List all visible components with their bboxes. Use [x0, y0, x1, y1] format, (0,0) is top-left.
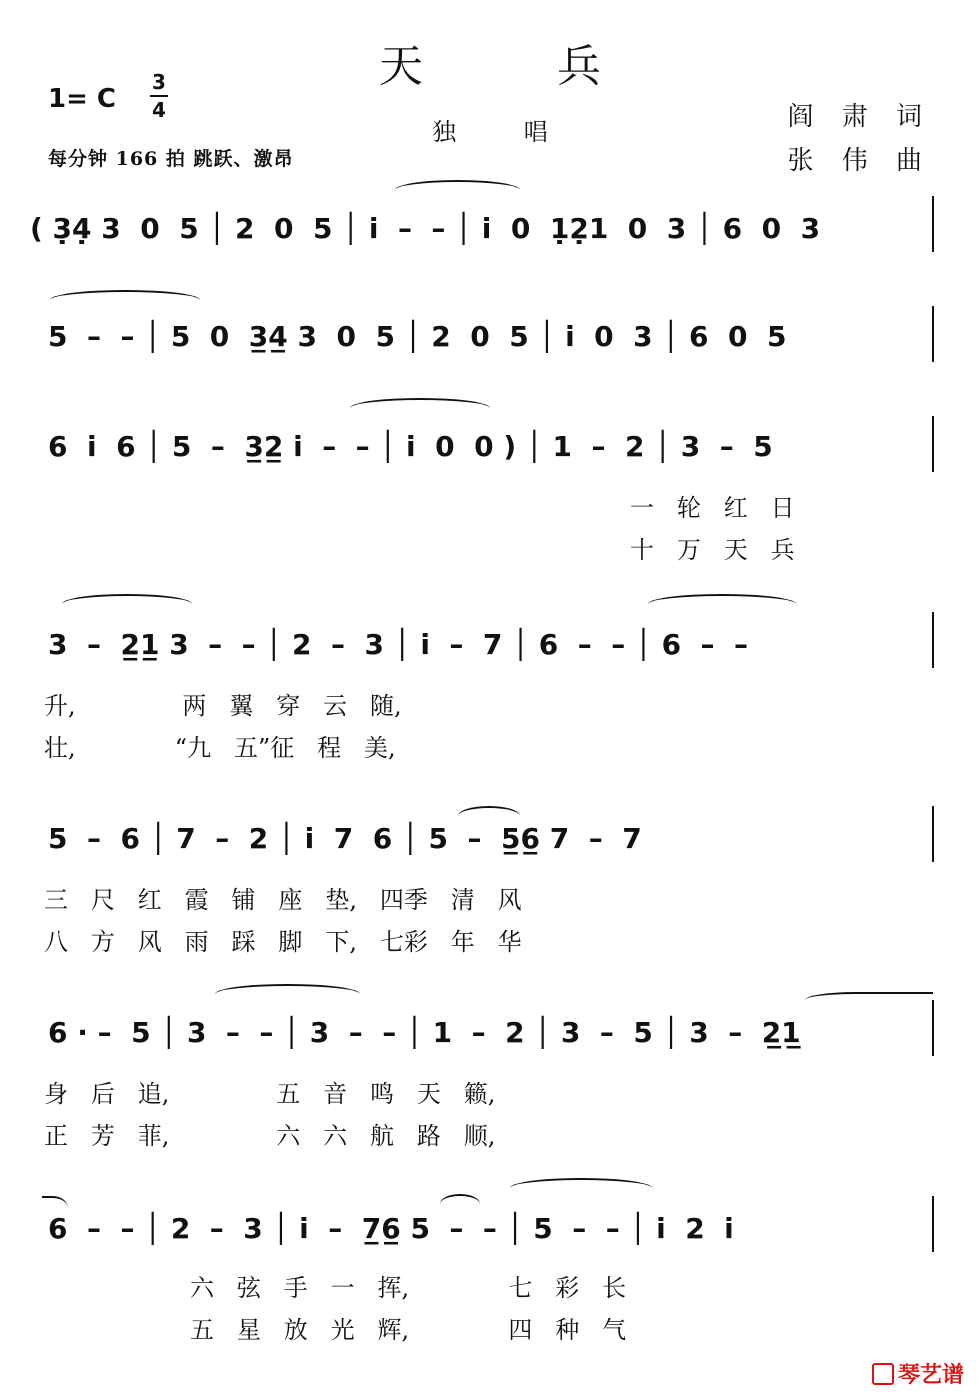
slur — [648, 594, 796, 614]
slur — [42, 1196, 68, 1216]
barline — [932, 612, 934, 668]
slur — [50, 290, 200, 310]
lyrics-verse-1: 升, 两 翼 穿 云 随, — [44, 692, 402, 720]
slur — [215, 984, 360, 1004]
performance-mode: 独 唱 — [432, 118, 578, 146]
lyrics-verse-1: 一 轮 红 日 — [630, 494, 795, 522]
slur — [805, 992, 933, 1012]
logo-icon — [872, 1363, 894, 1385]
composer-credit: 张 伟 曲 — [787, 146, 932, 176]
notation-system-4: 3 – 2̲1̲ 3 – – │ 2 – 3 │ i – 7 │ 6 – – │ 6 – – — [48, 628, 749, 661]
slur — [395, 180, 520, 200]
meter-bottom: 4 — [152, 98, 166, 122]
lyrics-verse-1: 六 弦 手 一 挥, 七 彩 长 — [190, 1274, 627, 1302]
lyrics-verse-2: 十 万 天 兵 — [630, 536, 795, 564]
lyricist-credit: 阎 肃 词 — [787, 102, 932, 132]
barline — [932, 1196, 934, 1252]
site-watermark — [872, 1358, 964, 1389]
lyrics-verse-1: 三 尺 红 霞 铺 座 垫, 四季 清 风 — [44, 886, 522, 914]
notation-system-3: 6 i 6 │ 5 – 3̲2̲ i – – │ i 0 0 ) │ 1 – 2 │ 3 – 5 — [48, 430, 773, 463]
lyrics-verse-1: 身 后 追, 五 音 鸣 天 籁, — [44, 1080, 496, 1108]
slur — [510, 1178, 652, 1198]
lyrics-verse-2: 壮, “九 五”征 程 美, — [44, 734, 396, 762]
barline — [932, 1000, 934, 1056]
slur — [62, 594, 192, 614]
lyrics-verse-2: 八 方 风 雨 踩 脚 下, 七彩 年 华 — [44, 928, 522, 956]
slur — [458, 806, 520, 826]
lyrics-verse-2: 正 芳 菲, 六 六 航 路 顺, — [44, 1122, 496, 1150]
watermark-text: 琴艺谱 — [897, 1363, 964, 1388]
key-signature: 1= C — [48, 84, 117, 114]
notation-system-2: 5 – – │ 5 0 3̲4̲ 3 0 5 │ 2 0 5 │ i 0 3 │ 6 0 5 — [48, 320, 787, 353]
notation-system-5: 5 – 6 │ 7 – 2 │ i 7 6 │ 5 – 5̲6̲ 7 – 7 — [48, 822, 642, 855]
slur — [350, 398, 490, 418]
barline — [932, 416, 934, 472]
barline — [932, 306, 934, 362]
barline — [932, 806, 934, 862]
slur — [440, 1194, 480, 1214]
page-title: 天 兵 — [379, 41, 661, 92]
lyrics-verse-2: 五 星 放 光 辉, 四 种 气 — [190, 1316, 627, 1344]
notation-system-7: 6 – – │ 2 – 3 │ i – 7̲6̲ 5 – – │ 5 – – │ i 2 i — [48, 1212, 734, 1245]
meter-top: 3 — [152, 70, 166, 94]
notation-system-1: ( 3̣4̣ 3 0 5 │ 2 0 5 │ i – – │ i 0 1̣2̣1 0 3 │ 6 0 3 — [30, 212, 821, 245]
barline — [932, 196, 934, 252]
tempo-marking: 每分钟 166 拍 跳跃、激昂 — [48, 148, 294, 170]
notation-system-6: 6 · – 5 │ 3 – – │ 3 – – │ 1 – 2 │ 3 – 5 │ 3 – 2̲1̲ — [48, 1016, 801, 1049]
